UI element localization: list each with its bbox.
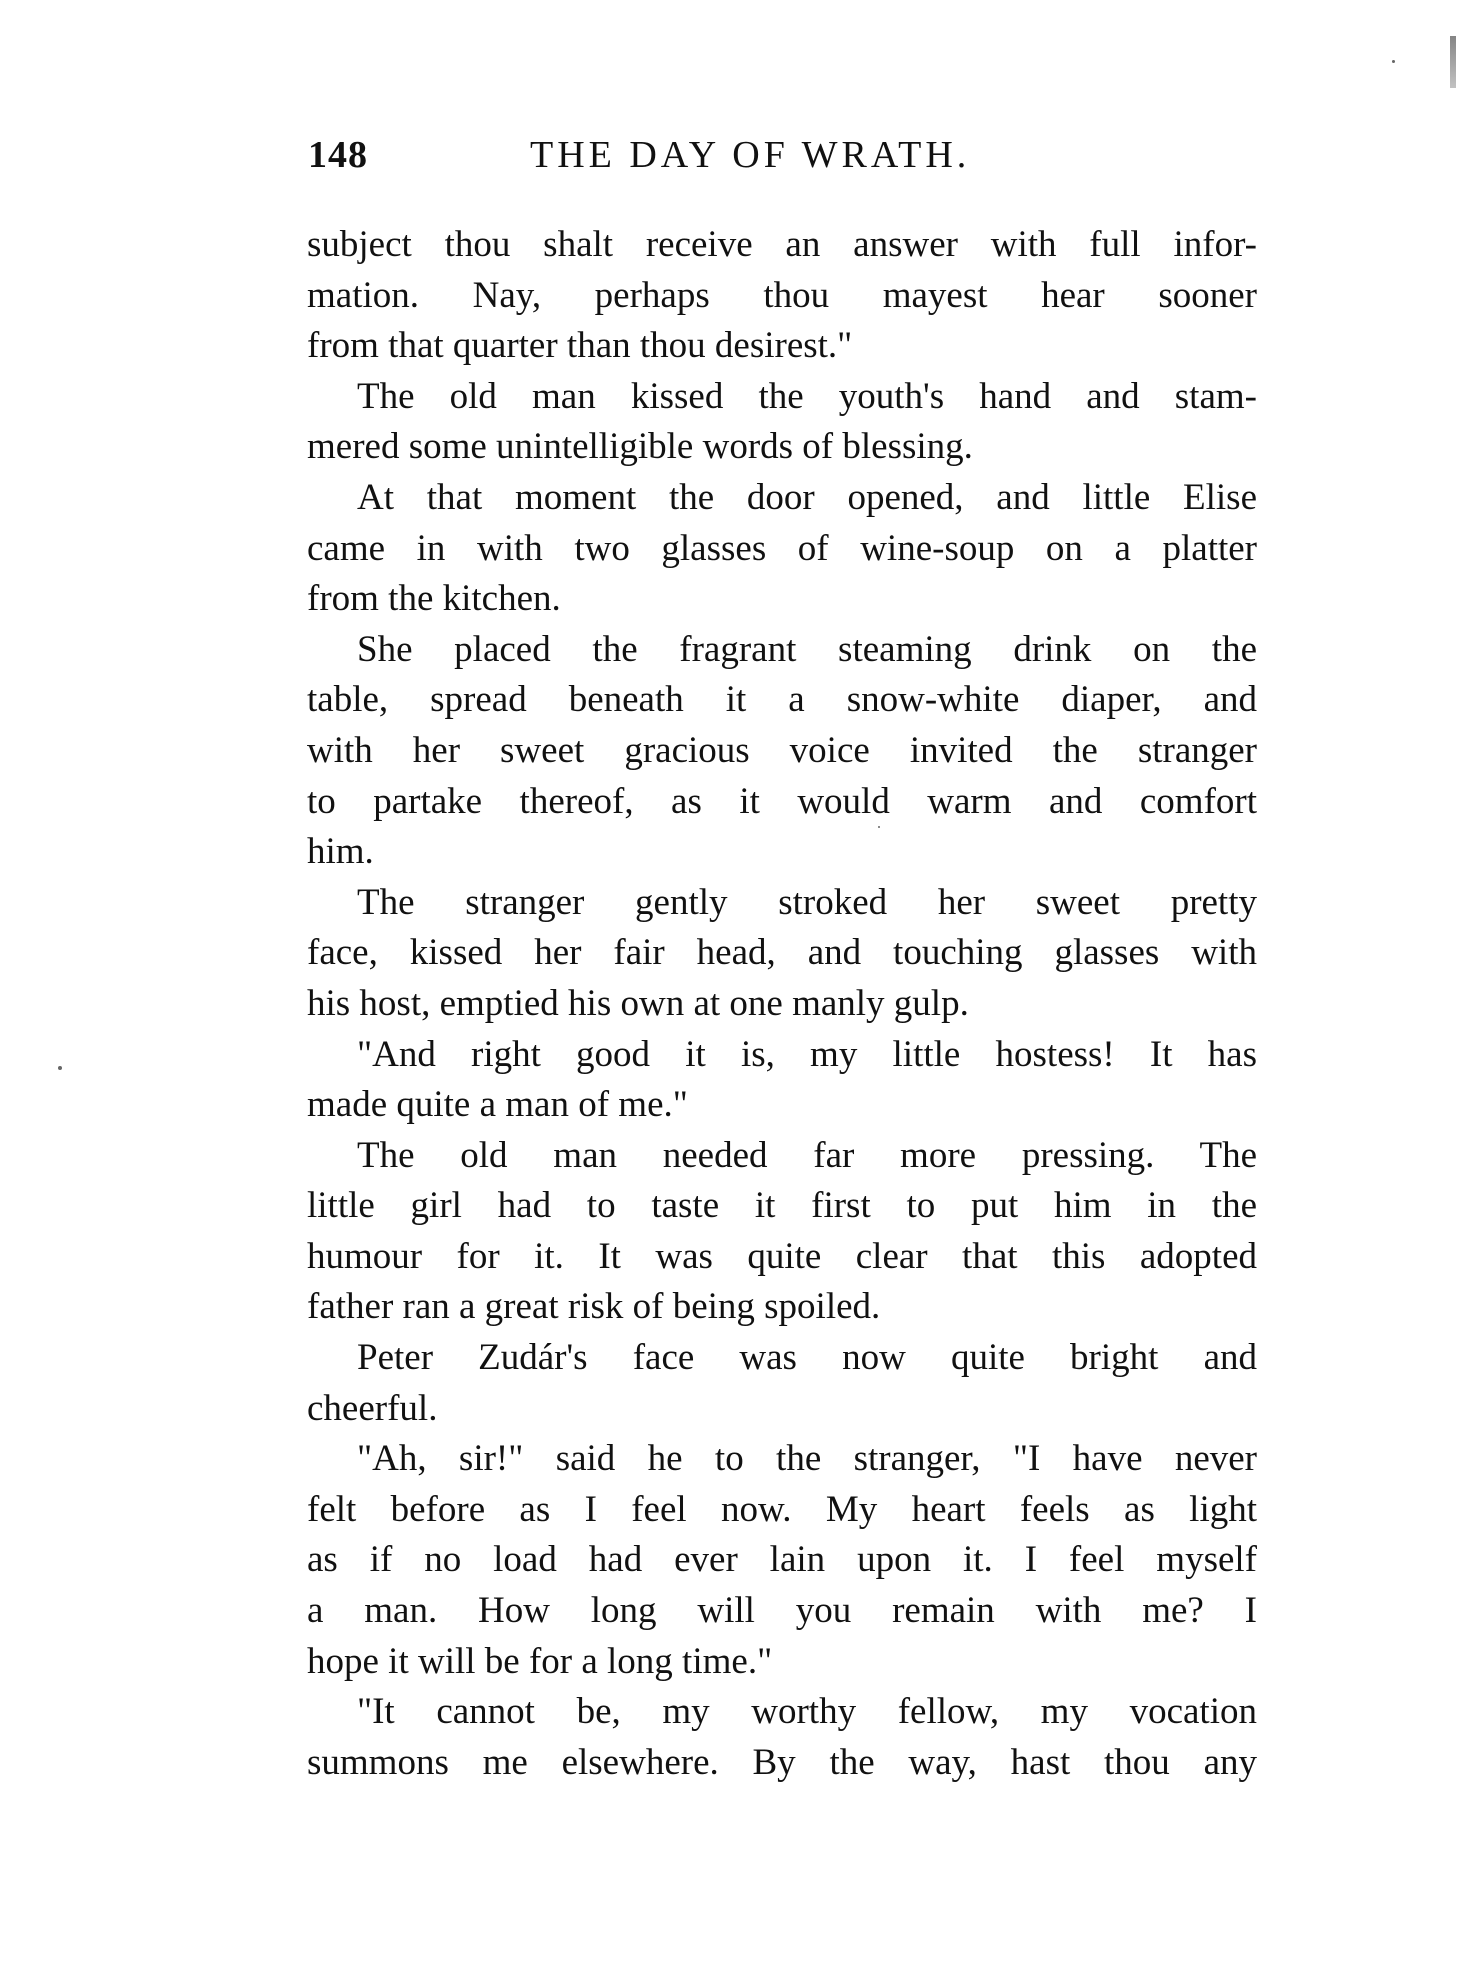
text-line: face, kissed her fair head, and touching glasses with [307,932,1257,974]
text-line: At that moment the door opened, and little Elise [357,476,1257,518]
text-line: from that quarter than thou desirest." [307,325,853,367]
text-line: Peter Zudár's face was now quite bright and [357,1337,1257,1379]
text-line: The old man kissed the youth's hand and stam- [357,375,1257,417]
text-line: subject thou shalt receive an answer with full infor- [307,224,1257,265]
scan-speck [878,826,880,828]
text-line: "Ah, sir!" said he to the stranger, "I have never [357,1438,1257,1480]
running-title: THE DAY OF WRATH. [530,134,971,176]
text-line: to partake thereof, as it would warm and comfort [307,780,1257,822]
scan-speck [1392,60,1395,63]
text-line: father ran a great risk of being spoiled. [307,1286,881,1328]
text-line: She placed the fragrant steaming drink on the [357,628,1257,670]
text-line: with her sweet gracious voice invited the stranger [307,729,1257,771]
scan-edge-mark [1450,36,1456,88]
text-line: humour for it. It was quite clear that this adopted [307,1235,1257,1277]
text-line: little girl had to taste it first to put him in the [307,1185,1257,1227]
text-line: cheerful. [307,1387,438,1429]
text-line: felt before as I feel now. My heart feels as light [307,1488,1257,1530]
text-line: him. [307,831,374,873]
text-line: came in with two glasses of wine-soup on a platter [307,527,1257,569]
text-line: from the kitchen. [307,578,561,620]
text-line: "It cannot be, my worthy fellow, my vocation [357,1691,1257,1733]
text-line: as if no load had ever lain upon it. I feel myself [307,1539,1257,1581]
text-line: The old man needed far more pressing. The [357,1134,1257,1176]
page-header [308,133,1258,193]
text-line: his host, emptied his own at one manly gulp. [307,982,969,1024]
body-text [307,220,1257,1788]
text-line: made quite a man of me." [307,1084,688,1126]
text-line: table, spread beneath it a snow-white diaper, and [307,679,1257,721]
text-line: summons me elsewhere. By the way, hast thou any [307,1741,1257,1783]
text-line: mered some unintelligible words of blessing. [307,426,973,468]
text-line: mation. Nay, perhaps thou mayest hear sooner [307,274,1257,316]
page-number: 148 [308,134,368,176]
text-line: hope it will be for a long time." [307,1640,773,1682]
scan-speck [58,1066,62,1070]
text-line: "And right good it is, my little hostess! It has [357,1033,1257,1075]
text-line: The stranger gently stroked her sweet pretty [357,881,1257,923]
text-line: a man. How long will you remain with me? I [307,1590,1257,1632]
